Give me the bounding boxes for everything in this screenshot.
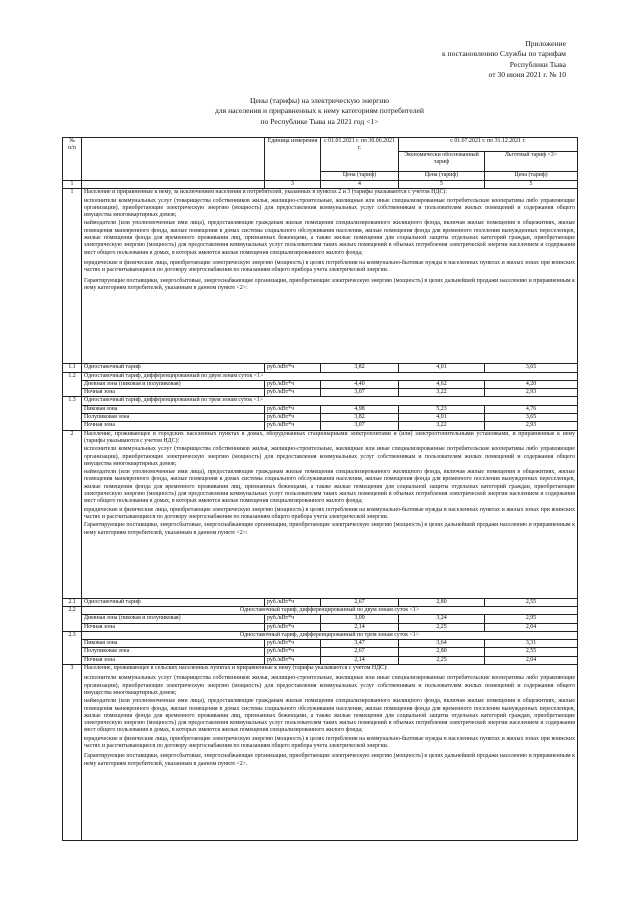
- row-value: 4,20: [485, 380, 578, 388]
- row-value: 4,98: [321, 405, 399, 413]
- row-value: 3,22: [399, 389, 485, 397]
- section-num: 2: [63, 430, 82, 598]
- row-value: 2,04: [485, 623, 578, 631]
- row-unit: руб./кВт*ч: [265, 623, 321, 631]
- section-paragraph: Население и приравненные к нему, за исключением населения и потребителей, указанных в пунктах 2 и 3 (тарифы указываются с учетом НДС):: [84, 189, 447, 196]
- row-value: 2,14: [321, 656, 399, 664]
- appendix-line: от 30 июня 2021 г. № 10: [488, 70, 566, 80]
- row-unit: руб./кВт*ч: [265, 364, 321, 372]
- row-value: 3,09: [321, 615, 399, 623]
- row-value: 3,82: [321, 364, 399, 372]
- row-name: Пиковая зона: [82, 405, 265, 413]
- table-row: [63, 372, 578, 380]
- table-row: [63, 364, 578, 372]
- row-value: 3,65: [485, 414, 578, 422]
- row-value: 3,22: [399, 422, 485, 430]
- row-unit: руб./кВт*ч: [265, 414, 321, 422]
- appendix-line: Приложение: [525, 39, 566, 48]
- row-unit: руб./кВт*ч: [265, 656, 321, 664]
- table-row: [63, 414, 578, 422]
- table-row: [63, 397, 578, 405]
- row-name: Одноставочный тариф, дифференцированный по трем зонам суток <1>: [82, 397, 578, 405]
- row-unit: руб./кВт*ч: [265, 422, 321, 430]
- row-value: 3,07: [321, 389, 399, 397]
- row-value: 2,04: [485, 656, 578, 664]
- row-value: 4,01: [399, 414, 485, 422]
- section-paragraph: юридические и физические лица, приобретающие электрическую энергию (мощность) в целях потребления на коммунально-бытовые нужды в населенных пунктах и жилых зонах при воинских частях и рассчитывающиеся по договору энергоснабжения по показаниям общего прибора учета электрической энергии.: [84, 506, 576, 520]
- row-value: 2,93: [485, 422, 578, 430]
- table-row: [63, 380, 578, 388]
- section-paragraph: наймодатели (или уполномоченные ими лица), предоставляющие гражданам жилые помещения специализированного жилищного фонда, включая жилые помещения в общежитиях, жилые помещения маневренного фонда, жилые помещения в домах системы социального обслуживания населения, жилые помещения фонда для временного поселения вынужденных переселенцев, жилые помещения фонда для временного проживания лиц, признанных беженцами, а также жилые помещения для социальной защиты отдельных категорий граждан, приобретающие электрическую энергию (мощность) для предоставления коммунальных услуг пользователям таких жилых помещений в объемах потребления электрической энергии населением и содержания мест общего пользования в домах, в которых имеются жилые помещения специализированного жилого фонда;: [84, 220, 576, 256]
- table-row: [63, 656, 578, 664]
- header-price: Цена (тариф): [399, 172, 485, 181]
- appendix-block: [442, 39, 566, 81]
- row-value: 2,80: [399, 648, 485, 656]
- section-description: [82, 189, 578, 364]
- section-paragraph: Население, проживающее в городских населенных пунктах в домах, оборудованных стационарными электроплитами и (или) электроотопительными установками, и приравненные к нему (тарифы указываются с учетом НДС):: [84, 430, 576, 444]
- header-name: [82, 138, 265, 181]
- table-row: [63, 648, 578, 656]
- section-paragraph: Население, проживающее в сельских населенных пунктах и приравненные к нему (тарифы указываются с учетом НДС):: [84, 665, 388, 672]
- row-name: Дневная зона (пиковая и полупиковая): [82, 380, 265, 388]
- table-row: [63, 631, 578, 639]
- appendix-line: к постановлению Службы по тарифам: [441, 49, 566, 59]
- table-row: [63, 389, 578, 397]
- row-num: 2.1: [63, 598, 82, 606]
- row-value: 3,24: [399, 615, 485, 623]
- section-paragraph: исполнители коммунальных услуг (товарищества собственников жилья, жилищно-строительные, жилищные или иные специализированные потребительские кооперативы либо управляющие организации), приобретающие электрическую энергию (мощность) для предоставления коммунальных услуг собственникам и пользователям жилых помещений и содержания общего имущества многоквартирных домов;: [84, 675, 576, 696]
- row-num: 1.1: [63, 364, 82, 372]
- section-paragraph: юридические и физические лица, приобретающие электрическую энергию (мощность) в целях потребления на коммунально-бытовые нужды в населенных пунктах и жилых зонах при воинских частях и рассчитывающиеся по договору энергоснабжения по показаниям общего прибора учета электрической энергии.: [84, 259, 576, 274]
- section-description: [82, 430, 578, 598]
- row-name: Ночная зона: [82, 623, 265, 631]
- row-value: 3,65: [485, 364, 578, 372]
- header-econ: Экономически обоснованный тариф: [399, 152, 485, 172]
- section-num: 3: [63, 665, 82, 841]
- table-row: [63, 422, 578, 430]
- section-paragraph: Гарантирующие поставщики, энергосбытовые, энергоснабжающие организации, приобретающие электрическую энергию (мощность) в целях дальнейшей продажи населению и приравненным к нему категориям потребителей, указанным в данном пункте <2>.: [84, 753, 576, 767]
- row-unit: руб./кВт*ч: [265, 598, 321, 606]
- row-value: 2,25: [399, 656, 485, 664]
- index-cell: 1: [63, 181, 82, 189]
- header-period2: с 01.07.2021 г. по 31.12.2021 г.: [399, 138, 578, 152]
- index-cell: 5: [485, 181, 578, 189]
- row-value: 3,64: [399, 640, 485, 648]
- section-description: [82, 665, 578, 841]
- row-name: Пиковая зона: [82, 640, 265, 648]
- row-num: 2.3: [63, 631, 82, 664]
- section-paragraph: исполнители коммунальных услуг (товарищества собственников жилья, жилищно-строительные, жилищные или иные специализированные потребительские кооперативы либо управляющие организации), приобретающие электрическую энергию (мощность) для предоставления коммунальных услуг собственникам и пользователям жилых помещений и содержания общего имущества многоквартирных домов;: [84, 197, 576, 219]
- row-value: 3,31: [485, 640, 578, 648]
- row-name: Ночная зона: [82, 389, 265, 397]
- row-value: 3,07: [321, 422, 399, 430]
- row-unit: руб./кВт*ч: [265, 648, 321, 656]
- row-value: 2,55: [485, 648, 578, 656]
- header-period1: с 01.01.2021 г. по 30.06.2021 г.: [321, 138, 399, 172]
- section-paragraph: Гарантирующие поставщики, энергосбытовые, энергоснабжающие организации, приобретающие электрическую энергию (мощность) в целях дальнейшей продажи населению и приравненным к нему категориям потребителей, указанным в данном пункте <2>:: [84, 522, 576, 536]
- row-num: 2.2: [63, 606, 82, 631]
- row-value: 2,80: [399, 598, 485, 606]
- header-price: Цена (тариф): [321, 172, 399, 181]
- row-value: 3,82: [321, 414, 399, 422]
- row-name: Полупиковая зона: [82, 648, 265, 656]
- row-value: 4,40: [321, 380, 399, 388]
- table-row: [63, 405, 578, 413]
- row-value: 4,01: [399, 364, 485, 372]
- row-unit: руб./кВт*ч: [265, 640, 321, 648]
- row-unit: руб./кВт*ч: [265, 389, 321, 397]
- row-name: Ночная зона: [82, 656, 265, 664]
- row-name: Одноставочный тариф, дифференцированный по двум зонам суток <1>: [82, 606, 578, 614]
- appendix-line: Республики Тыва: [509, 59, 566, 69]
- tariff-table: [62, 137, 578, 841]
- row-value: 2,25: [399, 623, 485, 631]
- table-row: [63, 606, 578, 614]
- index-cell: [82, 181, 265, 189]
- row-value: 4,76: [485, 405, 578, 413]
- row-value: 2,67: [321, 648, 399, 656]
- section-num: 1: [63, 189, 82, 364]
- row-value: 3,47: [321, 640, 399, 648]
- row-value: 2,93: [485, 389, 578, 397]
- row-num: 1.2: [63, 372, 82, 397]
- row-unit: руб./кВт*ч: [265, 405, 321, 413]
- index-cell: 5: [399, 181, 485, 189]
- row-name: Полупиковая зона: [82, 414, 265, 422]
- section-paragraph: исполнители коммунальных услуг (товарищества собственников жилья, жилищно-строительные, жилищные или иные специализированные потребительские кооперативы либо управляющие организации), приобретающие электрическую энергию (мощность) для предоставления коммунальных услуг собственникам и пользователям жилых помещений и содержания общего имущества многоквартирных домов;: [84, 446, 576, 467]
- header-lgot: Льготный тариф <3>: [485, 152, 578, 172]
- header-price: Цена (тариф): [485, 172, 578, 181]
- section-paragraph: Гарантирующие поставщики, энергосбытовые, энергоснабжающие организации, приобретающие электрическую энергию (мощность) в целях дальнейшей продажи населению и приравненным к нему категориям потребителей, указанным в данном пункте <2>:: [84, 277, 576, 291]
- section-paragraph: наймодатели (или уполномоченные ими лица), предоставляющие гражданам жилые помещения специализированного жилищного фонда, включая жилые помещения в общежитиях, жилые помещения маневренного фонда, жилые помещения в домах системы социального обслуживания населения, жилые помещения фонда для временного поселения вынужденных переселенцев, жилые помещения фонда для временного проживания лиц, признанных беженцами, а также жилые помещения для социальной защиты отдельных категорий граждан, приобретающие электрическую энергию (мощность) для предоставления коммунальных услуг пользователям таких жилых помещений в объемах потребления электрической энергии населением и содержания мест общего пользования в домах, в которых имеются жилые помещения специализированного жилого фонда;: [84, 698, 576, 734]
- row-name: Ночная зона: [82, 422, 265, 430]
- row-name: Одноставочный тариф: [82, 598, 265, 606]
- row-num: 1.3: [63, 397, 82, 430]
- index-cell: 4: [321, 181, 399, 189]
- row-unit: руб./кВт*ч: [265, 380, 321, 388]
- row-value: 2,14: [321, 623, 399, 631]
- title-line: Цены (тарифы) на электрическую энергию: [249, 96, 390, 105]
- row-name: Одноставочный тариф, дифференцированный по трем зонам суток <1>: [82, 631, 578, 639]
- section-paragraph: юридические и физические лица, приобретающие электрическую энергию (мощность) в целях потребления на коммунально-бытовые нужды в населенных пунктах и жилых зонах при воинских частях и рассчитывающиеся по договору энергоснабжения по показаниям общего прибора учета электрической энергии.: [84, 735, 576, 750]
- row-name: Дневная зона (пиковая и полупиковая): [82, 615, 265, 623]
- row-value: 2,67: [321, 598, 399, 606]
- row-unit: руб./кВт*ч: [265, 615, 321, 623]
- table-row: [63, 623, 578, 631]
- row-name: Одноставочный тариф: [82, 364, 265, 372]
- row-name: Одноставочный тариф, дифференцированный по двум зонам суток <1>: [82, 372, 578, 380]
- table-row: [63, 598, 578, 606]
- row-value: 5,23: [399, 405, 485, 413]
- title-line: для населения и приравненных к нему категориям потребителей: [215, 106, 424, 116]
- table-row: [63, 615, 578, 623]
- row-value: 2,95: [485, 615, 578, 623]
- row-value: 4,62: [399, 380, 485, 388]
- document-title: [0, 96, 639, 127]
- row-value: 2,55: [485, 598, 578, 606]
- header-num: № п/п: [63, 138, 82, 181]
- index-cell: 3: [265, 181, 321, 189]
- table-row: [63, 640, 578, 648]
- header-unit: Единица измерения: [265, 138, 321, 181]
- title-line: по Республике Тыва на 2021 год <1>: [260, 116, 379, 126]
- section-paragraph: наймодатели (или уполномоченные ими лица), предоставляющие гражданам жилые помещения специализированного жилищного фонда, включая жилые помещения в общежитиях, жилые помещения маневренного фонда, жилые помещения в домах системы социального обслуживания населения, жилые помещения фонда для временного поселения вынужденных переселенцев, жилые помещения фонда для временного проживания лиц, признанных беженцами, а также жилые помещения для социальной защиты отдельных категорий граждан, приобретающие электрическую энергию (мощность) для предоставления коммунальных услуг пользователям таких жилых помещений в объемах потребления электрической энергии населением и содержания мест общего пользования в домах, в которых имеются жилые помещения специализированного жилого фонда;: [84, 469, 576, 505]
